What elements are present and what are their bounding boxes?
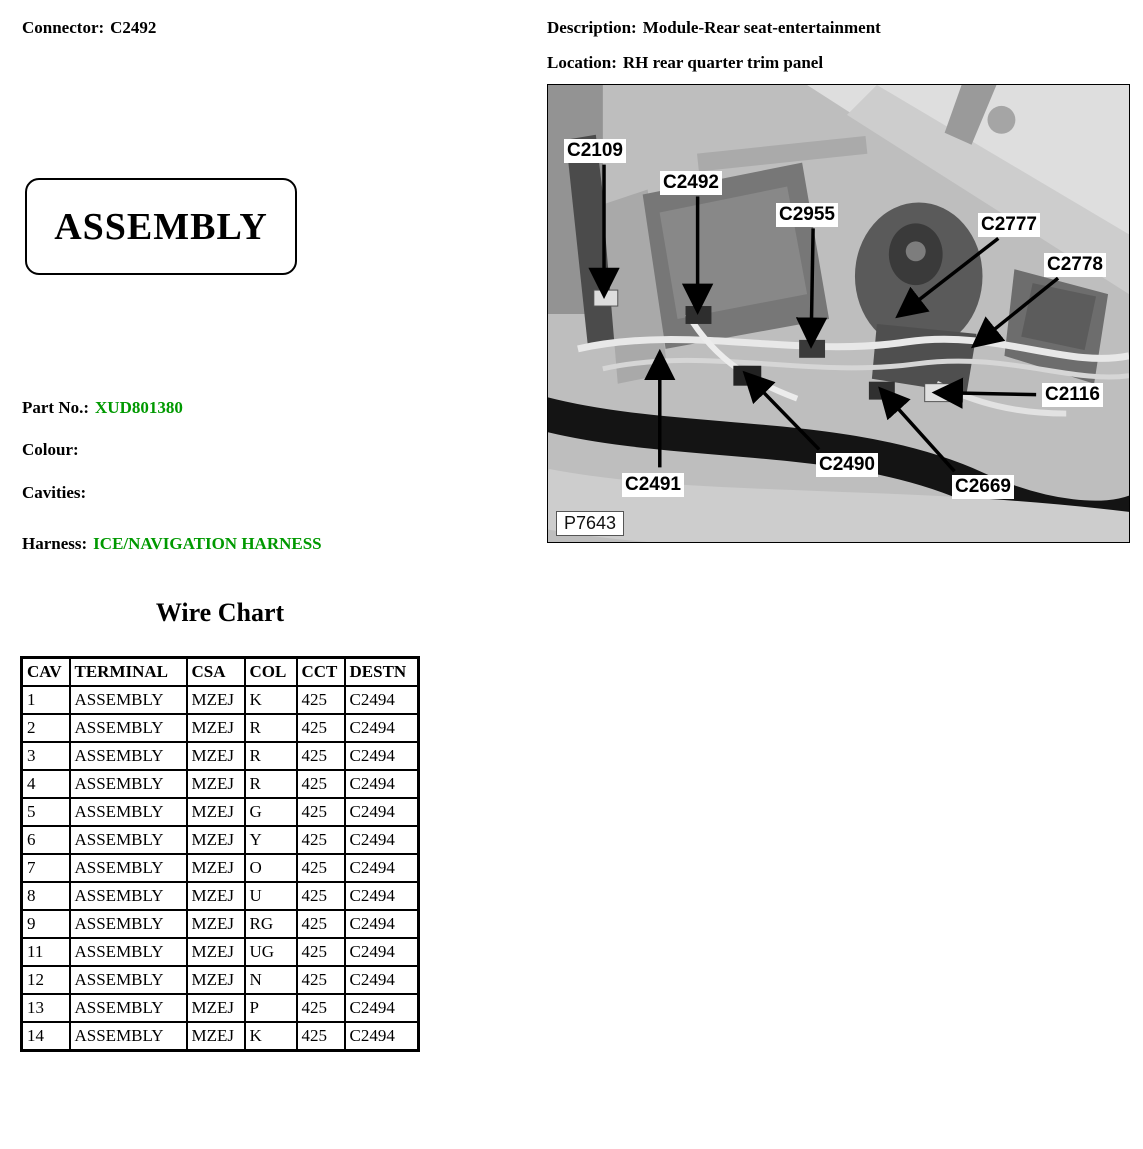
table-cell: C2494: [345, 966, 419, 994]
wire-chart-body: [22, 686, 419, 1051]
part-no-value: XUD801380: [95, 398, 183, 417]
table-cell: MZEJ: [187, 882, 245, 910]
figure-id-label: P7643: [556, 511, 624, 536]
table-cell: ASSEMBLY: [70, 686, 187, 714]
table-cell: RG: [245, 910, 297, 938]
table-cell: MZEJ: [187, 770, 245, 798]
table-cell: UG: [245, 938, 297, 966]
table-cell: C2494: [345, 714, 419, 742]
table-cell: MZEJ: [187, 798, 245, 826]
callout-c2116: C2116: [1042, 383, 1103, 407]
table-row: [22, 854, 419, 882]
table-cell: U: [245, 882, 297, 910]
table-cell: ASSEMBLY: [70, 826, 187, 854]
table-cell: 14: [22, 1022, 70, 1051]
table-cell: ASSEMBLY: [70, 854, 187, 882]
table-cell: N: [245, 966, 297, 994]
table-cell: P: [245, 994, 297, 1022]
table-cell: ASSEMBLY: [70, 994, 187, 1022]
column-header: CCT: [297, 658, 345, 687]
table-row: [22, 714, 419, 742]
table-cell: 425: [297, 910, 345, 938]
table-cell: R: [245, 770, 297, 798]
table-cell: 4: [22, 770, 70, 798]
table-row: [22, 1022, 419, 1051]
table-cell: MZEJ: [187, 714, 245, 742]
table-cell: C2494: [345, 826, 419, 854]
table-cell: C2494: [345, 854, 419, 882]
table-row: [22, 910, 419, 938]
table-cell: ASSEMBLY: [70, 714, 187, 742]
table-row: [22, 826, 419, 854]
harness-row: [22, 534, 322, 554]
table-cell: 425: [297, 854, 345, 882]
table-cell: MZEJ: [187, 1022, 245, 1051]
table-cell: 2: [22, 714, 70, 742]
harness-value: ICE/NAVIGATION HARNESS: [93, 534, 322, 553]
table-cell: MZEJ: [187, 994, 245, 1022]
connector-value: C2492: [110, 18, 157, 37]
table-cell: ASSEMBLY: [70, 742, 187, 770]
callout-c2778: C2778: [1044, 253, 1106, 277]
table-cell: MZEJ: [187, 854, 245, 882]
table-cell: 12: [22, 966, 70, 994]
table-cell: 3: [22, 742, 70, 770]
table-row: [22, 966, 419, 994]
connector-heading: [22, 18, 156, 38]
location-photo: [547, 84, 1130, 543]
table-cell: 1: [22, 686, 70, 714]
table-cell: ASSEMBLY: [70, 910, 187, 938]
table-cell: ASSEMBLY: [70, 798, 187, 826]
column-header: CSA: [187, 658, 245, 687]
table-cell: ASSEMBLY: [70, 1022, 187, 1051]
table-cell: 425: [297, 882, 345, 910]
connector-label: Connector:: [22, 18, 105, 37]
table-cell: MZEJ: [187, 966, 245, 994]
assembly-connector-face: [25, 178, 297, 275]
callout-c2492: C2492: [660, 171, 722, 195]
colour-label: Colour:: [22, 440, 79, 459]
table-cell: ASSEMBLY: [70, 938, 187, 966]
part-no-row: [22, 398, 183, 418]
wire-chart-header-row: [22, 658, 419, 687]
table-row: [22, 686, 419, 714]
callout-c2109: C2109: [564, 139, 626, 163]
callout-c2777: C2777: [978, 213, 1040, 237]
table-cell: C2494: [345, 798, 419, 826]
table-cell: C2494: [345, 938, 419, 966]
table-row: [22, 770, 419, 798]
table-cell: ASSEMBLY: [70, 966, 187, 994]
table-cell: 11: [22, 938, 70, 966]
harness-label: Harness:: [22, 534, 88, 553]
column-header: TERMINAL: [70, 658, 187, 687]
table-cell: 425: [297, 1022, 345, 1051]
table-cell: 6: [22, 826, 70, 854]
table-cell: C2494: [345, 686, 419, 714]
cavities-row: [22, 483, 92, 503]
description-heading: [547, 18, 881, 38]
table-cell: 9: [22, 910, 70, 938]
table-cell: O: [245, 854, 297, 882]
colour-row: [22, 440, 85, 460]
table-cell: 425: [297, 686, 345, 714]
table-cell: C2494: [345, 1022, 419, 1051]
cavities-label: Cavities:: [22, 483, 87, 502]
location-heading: [547, 53, 823, 73]
table-cell: MZEJ: [187, 686, 245, 714]
location-label: Location:: [547, 53, 617, 72]
table-cell: 425: [297, 938, 345, 966]
table-cell: C2494: [345, 882, 419, 910]
table-cell: R: [245, 714, 297, 742]
table-cell: K: [245, 1022, 297, 1051]
callout-c2490: C2490: [816, 453, 878, 477]
wire-chart-table: [20, 656, 420, 1052]
part-no-label: Part No.:: [22, 398, 90, 417]
callout-c2491: C2491: [622, 473, 684, 497]
table-cell: 5: [22, 798, 70, 826]
table-cell: MZEJ: [187, 910, 245, 938]
table-cell: C2494: [345, 994, 419, 1022]
column-header: COL: [245, 658, 297, 687]
description-label: Description:: [547, 18, 637, 37]
table-row: [22, 994, 419, 1022]
table-cell: 425: [297, 826, 345, 854]
table-cell: 425: [297, 994, 345, 1022]
table-cell: G: [245, 798, 297, 826]
callout-c2955: C2955: [776, 203, 838, 227]
table-cell: 425: [297, 770, 345, 798]
table-cell: Y: [245, 826, 297, 854]
table-cell: MZEJ: [187, 938, 245, 966]
table-cell: C2494: [345, 742, 419, 770]
table-cell: 8: [22, 882, 70, 910]
table-cell: ASSEMBLY: [70, 770, 187, 798]
table-cell: R: [245, 742, 297, 770]
table-cell: 425: [297, 742, 345, 770]
description-value: Module-Rear seat-entertainment: [642, 18, 881, 37]
table-row: [22, 882, 419, 910]
table-cell: MZEJ: [187, 826, 245, 854]
table-row: [22, 938, 419, 966]
column-header: CAV: [22, 658, 70, 687]
table-cell: 7: [22, 854, 70, 882]
location-value: RH rear quarter trim panel: [622, 53, 824, 72]
table-cell: MZEJ: [187, 742, 245, 770]
table-cell: K: [245, 686, 297, 714]
table-cell: C2494: [345, 770, 419, 798]
callout-c2669: C2669: [952, 475, 1014, 499]
table-row: [22, 798, 419, 826]
table-cell: 425: [297, 714, 345, 742]
column-header: DESTN: [345, 658, 419, 687]
table-row: [22, 742, 419, 770]
table-cell: ASSEMBLY: [70, 882, 187, 910]
assembly-label: ASSEMBLY: [54, 205, 268, 248]
table-cell: C2494: [345, 910, 419, 938]
table-cell: 13: [22, 994, 70, 1022]
table-cell: 425: [297, 798, 345, 826]
wire-chart-title: Wire Chart: [155, 598, 285, 627]
table-cell: 425: [297, 966, 345, 994]
